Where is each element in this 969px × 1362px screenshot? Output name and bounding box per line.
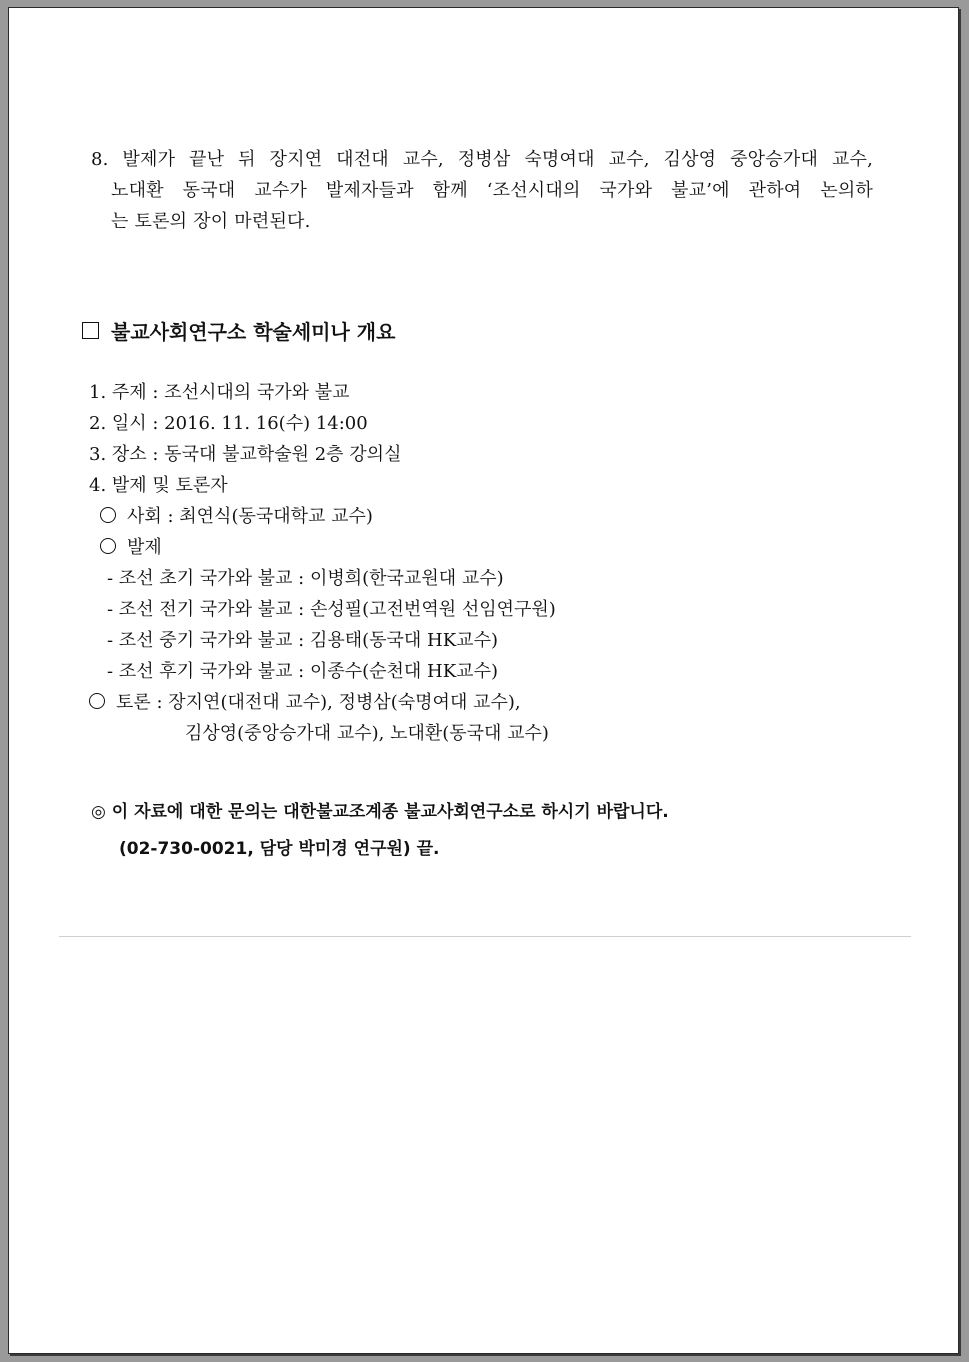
document-page — [8, 7, 959, 1354]
moderator-text: 사회 : 최연식(동국대학교 교수) — [127, 506, 373, 527]
discussion-row — [89, 691, 521, 715]
paragraph-line: 8. 발제가 끝난 뒤 장지연 대전대 교수, 정병삼 숙명여대 교수, 김상영 중앙승가대 교수, — [91, 149, 873, 170]
paragraph-line: 는 토론의 장이 마련된다. — [111, 211, 311, 232]
discussion-text: 토론 : 장지연(대전대 교수), 정병삼(숙명여대 교수), — [116, 692, 521, 713]
presenters-title-text: 발제 — [127, 537, 162, 558]
presentation-item: - 조선 초기 국가와 불교 : 이병희(한국교원대 교수) — [107, 568, 504, 589]
seminar-place: 3. 장소 : 동국대 불교학술원 2층 강의실 — [89, 444, 402, 465]
seminar-date: 2. 일시 : 2016. 11. 16(수) 14:00 — [89, 413, 368, 434]
paragraph-8 — [91, 144, 873, 237]
section-heading — [82, 316, 395, 345]
circle-bullet-icon — [100, 507, 116, 523]
moderator-row — [100, 505, 373, 529]
paragraph-line: 노대환 동국대 교수가 발제자들과 함께 ‘조선시대의 국가와 불교’에 관하여 논의하 — [111, 180, 873, 201]
presentation-item: - 조선 전기 국가와 불교 : 손성필(고전번역원 선임연구원) — [107, 599, 556, 620]
circle-bullet-icon — [100, 538, 116, 554]
page-divider — [59, 936, 911, 937]
checkbox-icon — [82, 322, 99, 339]
presentation-item: - 조선 중기 국가와 불교 : 김용태(동국대 HK교수) — [107, 630, 498, 651]
discussion-continued: 김상영(중앙승가대 교수), 노대환(동국대 교수) — [185, 723, 549, 744]
presentation-item: - 조선 후기 국가와 불교 : 이종수(순천대 HK교수) — [107, 661, 498, 682]
seminar-topic: 1. 주제 : 조선시대의 국가와 불교 — [89, 382, 350, 403]
contact-info: (02-730-0021, 담당 박미경 연구원) 끝. — [119, 839, 440, 859]
contact-notice: ◎ 이 자료에 대한 문의는 대한불교조계종 불교사회연구소로 하시기 바랍니다. — [91, 802, 669, 822]
section-heading-text: 불교사회연구소 학술세미나 개요 — [111, 320, 396, 344]
presenters-title-row — [100, 536, 162, 560]
circle-bullet-icon — [89, 693, 105, 709]
seminar-speakers-title: 4. 발제 및 토론자 — [89, 475, 228, 496]
